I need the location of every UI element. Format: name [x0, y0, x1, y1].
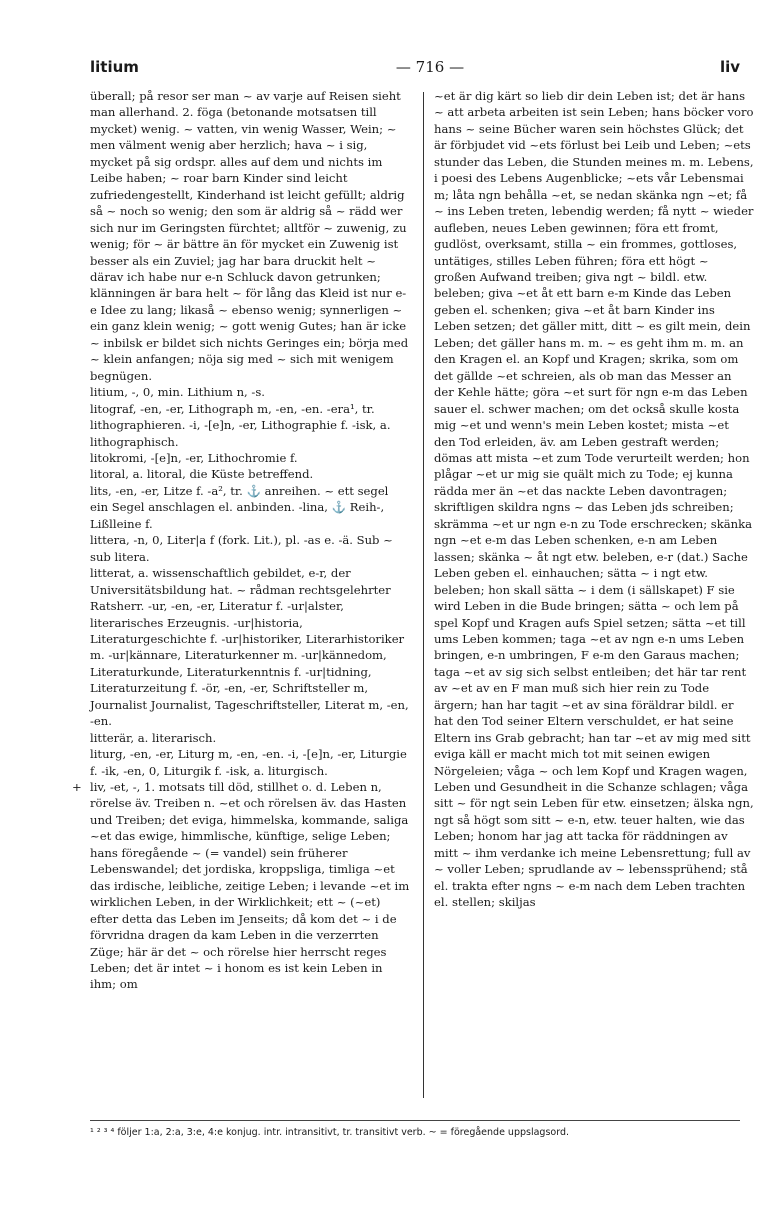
- entry-liturg: liturg, -en, -er, Liturg m, -en, -en. -i, -[e]n, -er, Liturgie f. -ik, -en, 0, Liturgik f. -isk, a. liturgisch.: [90, 747, 407, 778]
- entry-litoral: litoral, a. litoral, die Küste betreffend.: [90, 467, 314, 482]
- entry-litium: litium, -, 0, min. Lithium n, -s.: [90, 385, 265, 400]
- entry-liv-text: liv, -et, -, 1. motsats till död, stillhet o. d. Leben n, rörelse äv. Treiben n. ~et och rörelsen äv. das Hasten und Treiben; det eviga, himmelska, kommande, saliga ~et das ewige, himmlische, künftige, selige Leben; hans föregående ~ (= vandel) sein früherer Lebenswandel; det jordiska, kroppsliga, timliga ~et das irdische, leibliche, zeitige Leben; i levande ~et im wirklichen Leben, in der Wirklichkeit; ett ~ (~et) efter detta das Leben im Jenseits; då kom det ~ i de förvridna dragen da kam Leben in die verzerrten Züge; här är det ~ och rörelse hier herrscht reges Leben; det är intet ~ i honom es ist kein Leben in ihm; om: [90, 780, 410, 992]
- page-footer-legend: ¹ ² ³ ⁴ följer 1:a, 2:a, 3:e, 4:e konjug. intr. intransitivt, tr. transitivt verb. ~ = föregående uppslagsord.: [90, 1120, 740, 1138]
- entry-continuation: überall; på resor ser man ~ av varje auf Reisen sieht man allerhand. 2. föga (betonande motsatsen till mycket) wenig. ~ vatten, vin wenig Wasser, Wein; ~ men välment wenig aber herzlich; hava ~ i sig, mycket på sig ordspr. alles auf dem und nichts im Leibe haben; ~ roar barn Kinder sind leicht zufriedengestellt, Kinderhand ist leicht gefüllt; aldrig så ~ noch so wenig; den som är aldrig så ~ rädd wer sich nur im Geringsten fürchtet; alltför ~ zuwenig, zu wenig; för ~ är bättre än för mycket ein Zuwenig ist besser als ein Zuviel; jag har bara druckit helt ~ därav ich habe nur e-n Schluck davon getrunken; klänningen är bara helt ~ för lång das Kleid ist nur e-e Idee zu lang; likaså ~ ebenso wenig; synnerligen ~ ein ganz klein wenig; ~ gott wenig Gutes; han är icke ~ inbilsk er bildet sich nichts Geringes ein; börja med ~ klein anfangen; nöja sig med ~ sich mit wenigem begnügen.: [90, 89, 409, 383]
- entry-liv: [72, 779, 410, 993]
- left-column: [72, 88, 410, 1108]
- entry-litterar: litterär, a. literarisch.: [90, 730, 217, 745]
- entry-litterat: litterat, a. wissenschaftlich gebildet, e-r, der Universitätsbildung hat. ~ rådman rechtsgelehrter Ratsherr. -ur, -en, -er, Literatur f. -ur|alster, literarisches Erzeugnis. -ur|historia, Literaturgeschichte f. -ur|historiker, Literarhistoriker m. -ur|kännare, Literaturkenner m. -ur|kännedom, Literaturkunde, Literaturkenntnis f. -ur|tidning, Literaturzeitung f. -ör, -en, -er, Schriftsteller m, Journalist Journalist, Tageschriftsteller, Literat m, -en, -en.: [90, 566, 409, 729]
- column-divider: [423, 92, 424, 1098]
- entry-lits: lits, -en, -er, Litze f. -a², tr. ⚓ anreihen. ~ ett segel ein Segel anschlagen el. anbinden. -lina, ⚓ Reih-, Lißlleine f.: [90, 483, 389, 531]
- header-right-guideword: liv: [719, 58, 740, 76]
- header-left-guideword: litium: [90, 58, 139, 76]
- margin-plus-mark: +: [72, 780, 82, 795]
- entry-litokromi: litokromi, -[e]n, -er, Lithochromie f.: [90, 450, 298, 465]
- right-column: [434, 88, 754, 1108]
- page-header: [90, 58, 740, 80]
- entry-littera: littera, -n, 0, Liter|a f (fork. Lit.), pl. -as e. -ä. Sub ~ sub litera.: [90, 533, 393, 564]
- entry-liv-continued: ~et är dig kärt so lieb dir dein Leben ist; det är hans ~ att arbeta arbeiten ist sein Leben; hans böcker voro hans ~ seine Bücher waren sein höchstes Glück; det är förbjudet vid ~ets förlust bei Leib und Leben; ~ets stunder das Leben, die Stunden meines m. m. Lebens, i poesi des Lebens Augenblicke; ~ets vår Lebensmai m; låta ngn behålla ~et, se nedan skänka ngn ~et; få ~ ins Leben treten, lebendig werden; få nytt ~ wieder aufleben, neues Leben gewinnen; föra ett fromt, gudlöst, overksamt, stilla ~ ein frommes, gottloses, untätiges, stilles Leben führen; föra ett högt ~ großen Aufwand treiben; giva ngt ~ bildl. etw. beleben; giva ~et åt ett barn e-m Kinde das Leben geben el. schenken; giva ~et åt barn Kinder ins Leben setzen; det gäller mitt, ditt ~ es gilt mein, dein Leben; det gäller hans m. m. ~ es geht ihm m. m. an den Kragen el. an Kopf und Kragen; skrika, som om det gällde ~et schreien, als ob man das Messer an der Kehle hätte; göra ~et surt för ngn e-m das Leben sauer el. schwer machen; om det också skulle kosta mig ~et und wenn's mein Leben kostet; mista ~et den Tod erleiden, äv. am Leben gestraft werden; dömas att mista ~et zum Tode verurteilt werden; hon plågar ~et ur mig sie quält mich zu Tode; ej kunna rädda mer än ~et das nackte Leben davontragen; skriftligen skildra ngns ~ das Leben jds schreiben; skrämma ~et ur ngn e-n zu Tode erschrecken; skänka ngn ~et e-m das Leben schenken, e-n am Leben lassen; skänka ~ åt ngt etw. beleben, e-r (dat.) Sache Leben geben el. einhauchen; sätta ~ i ngt etw. beleben; hon skall sätta ~ i dem (i sällskapet) F sie wird Leben in die Bude bringen; sätta ~ och lem på spel Kopf und Kragen aufs Spiel setzen; sätta ~et till ums Leben kommen; taga ~et av ngn e-n ums Leben bringen, e-n umbringen, F e-m den Garaus machen; taga ~et av sig sich selbst entleiben; det här tar rent av ~et av en F man muß sich hier rein zu Tode ärgern; han har tagit ~et av sina föräldrar bildl. er hat den Tod seiner Eltern verschuldet, er hat seine Eltern ins Grab gebracht; han tar ~et av mig med sitt eviga käll er macht mich tot mit seinen ewigen Nörgeleien; våga ~ och lem Kopf und Kragen wagen, Leben und Gesundheit in die Schanze schlagen; våga sitt ~ för ngt sein Leben für etw. einsetzen; älska ngn, ngt så högt som sitt ~ e-n, etw. teuer halten, wie das Leben; honom har jag att tacka för räddningen av mitt ~ ihm verdanke ich meine Lebensrettung; full av ~ voller Leben; sprudlande av ~ lebenssprühend; stå el. trakta efter ngns ~ e-m nach dem Leben trachten el. stellen; skiljas: [434, 89, 754, 910]
- page-number: — 716 —: [395, 58, 465, 76]
- entry-litograf: litograf, -en, -er, Lithograph m, -en, -en. -era¹, tr. lithographieren. -i, -[e]n, -er, Lithographie f. -isk, a. lithographisch.: [90, 401, 391, 449]
